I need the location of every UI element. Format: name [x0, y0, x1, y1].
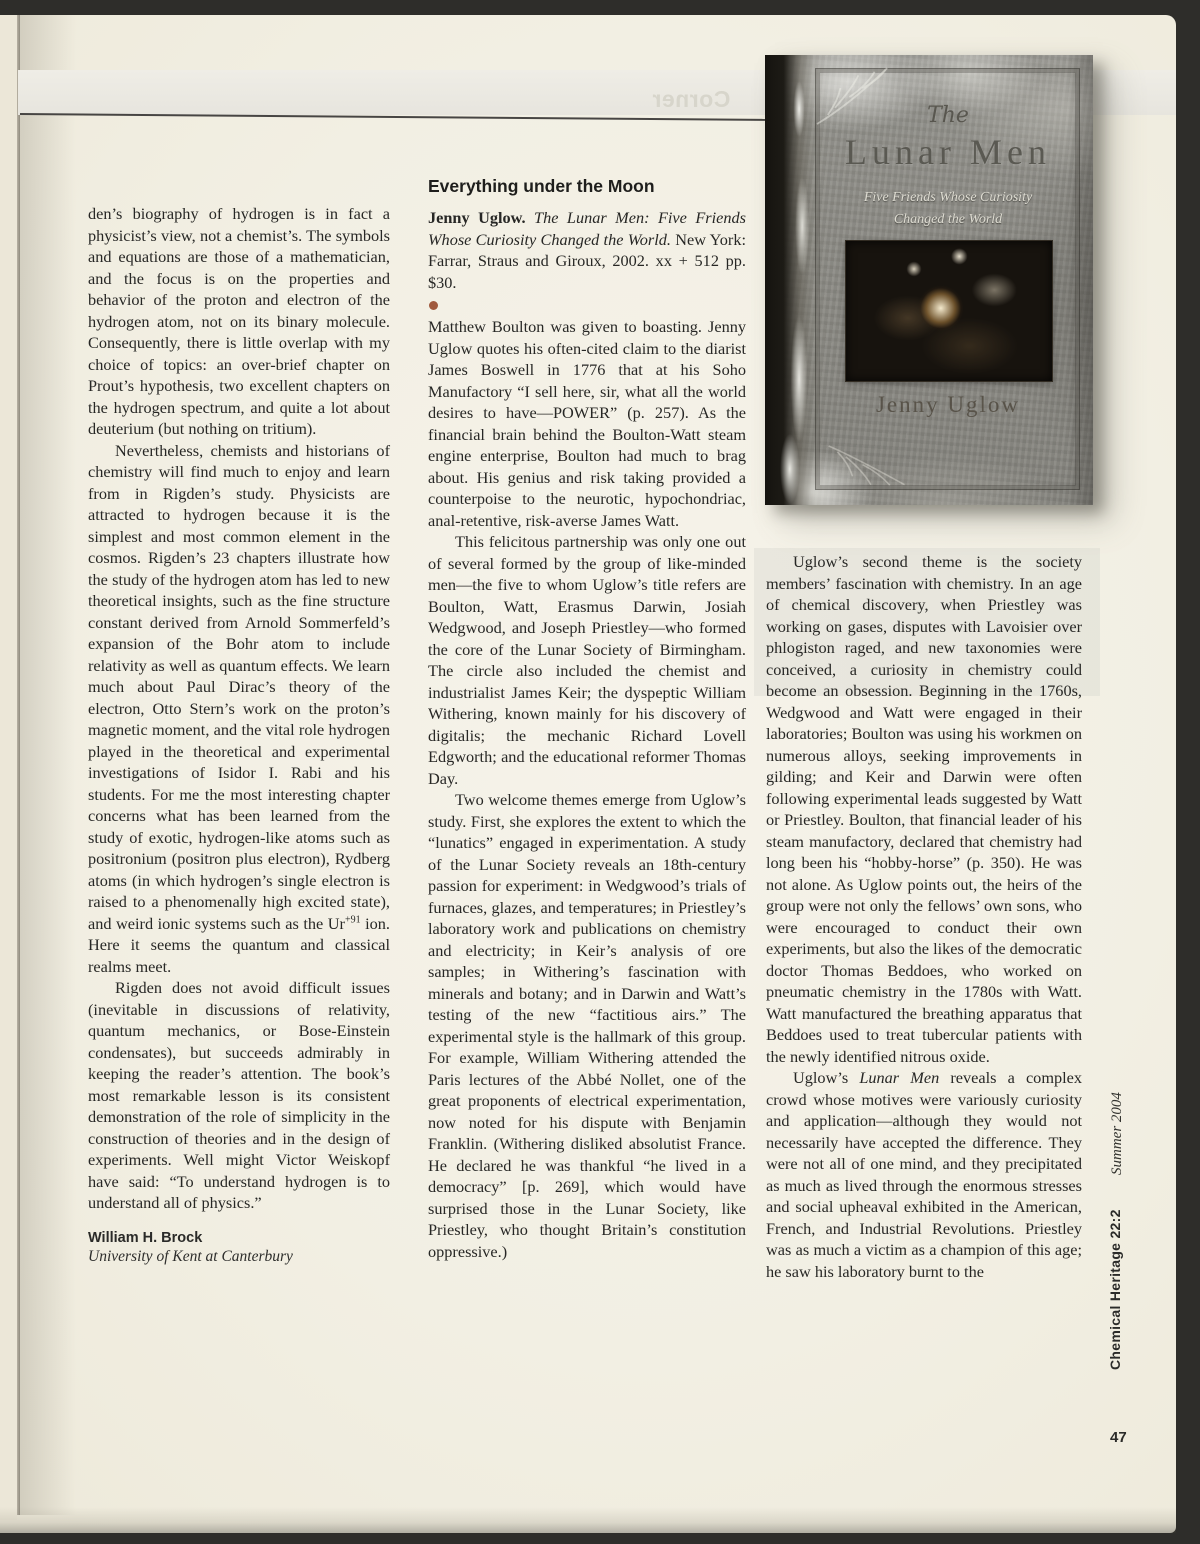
cover-title: Lunar Men	[845, 132, 1051, 172]
review-paragraph: Nevertheless, chemists and historians of chemistry will find much to enjoy and learn from in Rigden’s study. Physicists are attracted to hydrogen because it is the simplest and most common element in the cosmos. Rigden’s 23 chapters illustrate how the study of the hydrogen atom has led to new theoretical insights, such as the fine structure constant derived from Arnold Sommerfeld’s expansion of the Bohr atom to include relativity as well as quantum effects. We learn much about Paul Dirac’s theory of the electron, Otto Stern’s work on the proton’s magnetic moment, and the vital role hydrogen played in the theoretical and experimental investigations of Isidor I. Rabi and his students. For me the most interesting chapter concerns what has been learned from the study of exotic, hydrogen-like atoms such as positronium (positron plus electron), Rydberg atoms (in which hydrogen’s single electron is raised to a phenomenally high excited state), and weird ionic systems such as the $Ur^{+91}$ ion. Here it seems the quantum and classical realms meet.	[88, 440, 390, 976]
bleed-through-header-text: Corner	[652, 86, 731, 112]
review-paragraph: den’s biography of hydrogen is in fact a physicist’s view, not a chemist’s. The symbols and equations are those of a mathematician, and the focus is on the properties and behavior of the proton and electron of the hydrogen atom, not on its binary molecule. Consequently, there is little overlap with my choice of topics: an over-brief chapter on Prout’s hypothesis, two excellent chapters on the hydrogen spectrum, and quite a lot about deuterium (but nothing on tritium).	[88, 204, 390, 438]
bullet-separator-icon	[429, 301, 438, 310]
issue-date-vertical: Summer 2004	[1109, 1092, 1125, 1175]
review-paragraph: This felicitous partnership was only one out of several formed by the group of like-minded men—the five to whom Uglow’s title refers are Boulton, Watt, Erasmus Darwin, Josiah Wedgwood, and Joseph Priestley—who formed the core of the Lunar Society of Birmingham. The circle also included the chemist and industrialist James Keir; the dyspeptic William Withering, known mainly for his discovery of digitalis; the mechanic Richard Lovell Edgworth; and the educational reformer Thomas Day.	[428, 532, 746, 788]
review-paragraph: Matthew Boulton was given to boasting. Jenny Uglow quotes his often-cited claim to the diarist James Boswell in 1776 that at his Soho Manufactory “I sell here, sir, what all the world desires to have—POWER” (p. 257). As the financial brain behind the Boulton-Watt steam engine enterprise, Boulton had much to brag about. His genius and risk taking provided a counterpoise to the neurotic, hypochondriac, anal-retentive, risk-averse James Watt.	[428, 317, 746, 530]
page-number: 47	[1110, 1429, 1127, 1446]
fern-ornament-icon	[811, 430, 923, 506]
page-bottom-shading	[0, 1507, 1176, 1533]
review-lunar-column-left	[428, 176, 746, 1262]
cover-author: Jenny Uglow	[875, 392, 1021, 417]
cover-subtitle-line2: Changed the World	[893, 212, 1003, 227]
page-fold-shadow	[20, 15, 76, 1515]
review-paragraph: Two welcome themes emerge from Uglow’s study. First, she explores the extent to which the “lunatics” engaged in experimentation. A study of the Lunar Society reveals an 18th-century passion for experiment: in Wedgwood’s trials of furnaces, glazes, and temperatures; in Priestley’s laboratory work and publications on chemistry and electricity; in Keir’s analysis of ore samples; in Withering’s fascination with minerals and botany; and in Darwin and Watt’s testing of the new “factitious airs.” The experimental style is the hallmark of this group. For example, William Withering attended the Paris lectures of the Abbé Nollet, one of the great proponents of electrical experimentation, now noted for his dispute with Benjamin Franklin. (Withering disliked absolutist France. He declared he was thankful “he lived in a democracy” [p. 269], which would have surprised those in the Lunar Society, like Priestley, who thought Britain’s constitution oppressive.)	[428, 790, 746, 1261]
byline	[88, 1229, 390, 1268]
cover-painting	[845, 240, 1053, 382]
review-paragraph: Rigden does not avoid difficult issues (inevitable in discussions of relativity, quantum mechanics, or Bose-Einstein condensates), but succeeds admirably in keeping the reader’s attention. The book’s most remarkable lesson is its consistent demonstration of the role of simplicity in the construction of theories and in the design of experiments. Well might Victor Weiskopf have said: “To understand hydrogen is to understand all of physics.”	[88, 978, 390, 1212]
review-title: Everything under the Moon	[428, 176, 655, 196]
cover-subtitle-line1: Five Friends Whose Curiosity	[863, 190, 1033, 205]
review-paragraph: Uglow’s second theme is the society members’ fascination with chemistry. In an age of chemical discovery, when Priestley was working on gases, disputes with Lavoisier over phlogiston raged, and new taxonomies were conceived, a curiosity in chemistry could become an obsession. Beginning in the 1760s, Wedgwood and Watt were engaged in their laboratories; Boulton was using his workmen on numerous alloys, seeking improvements in gilding; and Keir and Darwin were often following experimental leads suggested by Watt or Priestley. Boulton, that financial leader of his steam manufactory, declared that chemistry had long been his “hobby-horse” (p. 350). He was not alone. As Uglow points out, the heirs of the group were not only the fellows’ own sons, who were encouraged to conduct their own experiments, but also the likes of the democratic doctor Thomas Beddoes, who worked on pneumatic chemistry in the 1780s with Watt. Watt manufactured the breathing apparatus that Beddoes used to treat tubercular patients with the newly identified nitrous oxide.	[766, 552, 1082, 1066]
adjacent-page-edge	[0, 15, 17, 1520]
book-cover-image	[765, 55, 1093, 505]
reviewer-affiliation: University of Kent at Canterbury	[88, 1248, 293, 1266]
reviewer-name: William H. Brock	[88, 1229, 203, 1246]
book-citation: Jenny Uglow. The Lunar Men: Five Friends Whose Curiosity Changed the World. New York: Farrar, Straus and Giroux, 2002. xx + 512 pp. $30.	[428, 208, 746, 292]
cover-title-prefix: The	[927, 103, 969, 128]
review-paragraph: Uglow’s Lunar Men reveals a complex crowd whose motives were variously curiosity and application—although they would not necessarily have accepted the difference. They were not all of one mind, and they precipitated as much as lived through the enormous stresses and social upheaval exhibited in the American, French, and Industrial Revolutions. Priestley was as much a victim as a champion of this age; he saw his laboratory burnt to the	[766, 1068, 1083, 1281]
journal-title-vertical: Chemical Heritage 22:2	[1107, 1209, 1123, 1370]
review-lunar-column-right	[766, 551, 1082, 1282]
review-hydrogen-column	[88, 203, 390, 1267]
